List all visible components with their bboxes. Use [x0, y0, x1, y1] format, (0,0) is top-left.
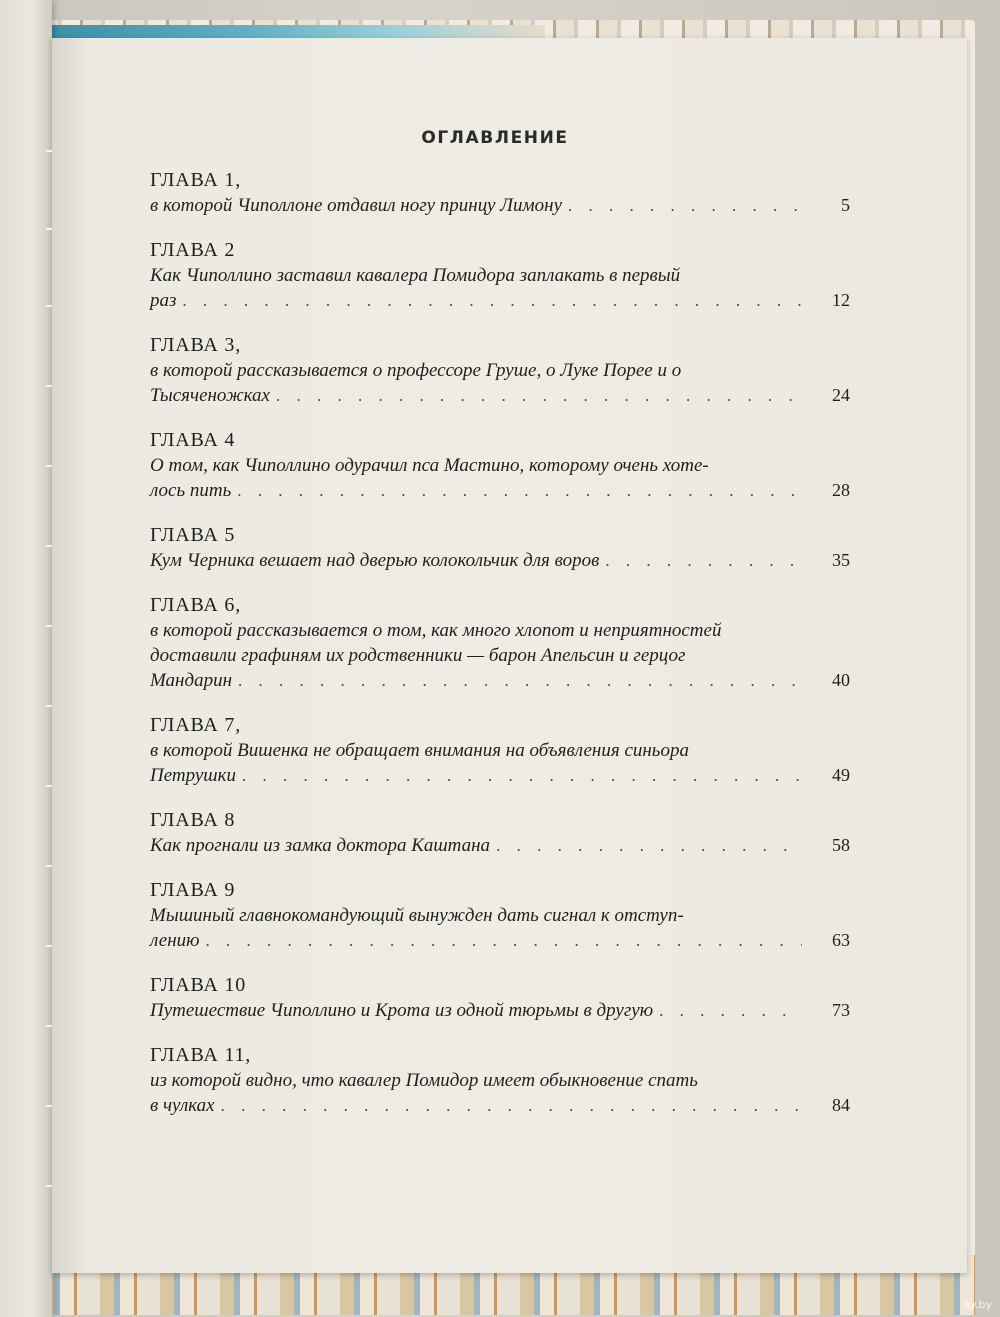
dot-leader — [182, 288, 802, 313]
toc-entry — [150, 593, 850, 693]
chapter-title-row — [150, 478, 850, 503]
dot-leader — [496, 833, 802, 858]
binding-stitch — [46, 1025, 52, 1027]
toc-entry — [150, 523, 850, 573]
dot-leader — [242, 763, 802, 788]
binding-stitch — [46, 1185, 52, 1187]
chapter-title-row — [150, 763, 850, 788]
chapter-title: лось пить — [150, 480, 232, 501]
binding-stitch — [46, 705, 52, 707]
chapter-title-row — [150, 833, 850, 858]
chapter-title-line: в которой Вишенка не обращает внимания на объявления синьора — [150, 740, 689, 761]
chapter-title-row — [150, 193, 850, 218]
dot-leader — [276, 383, 802, 408]
binding-stitch — [46, 625, 52, 627]
binding-stitch — [46, 1105, 52, 1107]
chapter-title-row — [150, 998, 850, 1023]
chapter-title-line: Мышиный главнокомандующий вынужден дать сигнал к отступ- — [150, 905, 684, 926]
chapter-title: раз — [150, 290, 177, 311]
toc-entry — [150, 713, 850, 788]
toc-entry — [150, 1043, 850, 1118]
binding-stitch — [46, 385, 52, 387]
chapter-label: ГЛАВА 8 — [150, 809, 236, 831]
dot-leader — [605, 548, 802, 573]
page-number: 63 — [832, 930, 850, 950]
toc-entry — [150, 878, 850, 953]
dot-leader — [221, 1093, 802, 1118]
page-number: 73 — [832, 1000, 850, 1020]
chapter-label: ГЛАВА 10 — [150, 974, 246, 996]
binding-stitch — [46, 150, 52, 152]
chapter-title-line: О том, как Чиполлино одурачил пса Мастино, которому очень хоте- — [150, 455, 709, 476]
chapter-title: в чулках — [150, 1095, 215, 1116]
page-number: 40 — [832, 670, 850, 690]
chapter-title: Петрушки — [150, 765, 237, 786]
chapter-label: ГЛАВА 7, — [150, 714, 241, 736]
page-number: 28 — [832, 480, 850, 500]
chapter-label: ГЛАВА 3, — [150, 334, 241, 356]
chapter-title: Мандарин — [150, 670, 233, 691]
chapter-title: лению — [150, 930, 200, 951]
chapter-title: Кум Черника вешает над дверью колокольчик для воров — [150, 550, 600, 571]
chapter-title-line: Как Чиполлино заставил кавалера Помидора заплакать в первый — [150, 265, 681, 286]
chapter-title-row — [150, 383, 850, 408]
page-number: 5 — [841, 195, 850, 215]
toc-entry — [150, 333, 850, 408]
binding-stitch — [46, 545, 52, 547]
dot-leader — [237, 478, 802, 503]
left-page-edge — [0, 0, 52, 1317]
toc-entry — [150, 428, 850, 503]
chapter-title-row — [150, 668, 850, 693]
toc-entry — [150, 238, 850, 313]
dot-leader — [206, 928, 802, 953]
chapter-title-row — [150, 288, 850, 313]
watermark: ay.by — [963, 1298, 992, 1311]
binding-stitch — [46, 228, 52, 230]
chapter-title: Тысяченожках — [150, 385, 270, 406]
chapter-label: ГЛАВА 9 — [150, 879, 236, 901]
chapter-title-row — [150, 1093, 850, 1118]
toc-entry — [150, 808, 850, 858]
dot-leader — [659, 998, 802, 1023]
chapter-label: ГЛАВА 1, — [150, 169, 241, 191]
page-number: 84 — [832, 1095, 850, 1115]
toc-heading: ОГЛАВЛЕНИЕ — [421, 128, 569, 148]
chapter-title: Путешествие Чиполлино и Крота из одной тюрьмы в другую — [150, 1000, 654, 1021]
toc-entry — [150, 168, 850, 218]
chapter-label: ГЛАВА 11, — [150, 1044, 252, 1066]
chapter-title-line: в которой рассказывается о профессоре Груше, о Луке Порее и о — [150, 360, 682, 381]
dot-leader — [238, 668, 802, 693]
page-number: 35 — [832, 550, 850, 570]
binding-stitch — [46, 465, 52, 467]
chapter-label: ГЛАВА 5 — [150, 524, 236, 546]
chapter-title: в которой Чиполлоне отдавил ногу принцу Лимону — [150, 195, 563, 216]
page-number: 12 — [832, 290, 850, 310]
chapter-title-line: из которой видно, что кавалер Помидор имеет обыкновение спать — [150, 1070, 698, 1091]
page-number: 49 — [832, 765, 850, 785]
binding-stitch — [46, 945, 52, 947]
chapter-label: ГЛАВА 2 — [150, 239, 236, 261]
chapter-title-line: в которой рассказывается о том, как много хлопот и неприятностей — [150, 620, 722, 641]
table-of-contents — [150, 168, 850, 1138]
binding-stitch — [46, 865, 52, 867]
chapter-title: Как прогнали из замка доктора Каштана — [150, 835, 491, 856]
page-number: 58 — [832, 835, 850, 855]
binding-stitch — [46, 305, 52, 307]
chapter-title-row — [150, 548, 850, 573]
binding-stitch — [46, 785, 52, 787]
chapter-label: ГЛАВА 6, — [150, 594, 241, 616]
page-number: 24 — [832, 385, 850, 405]
chapter-title-row — [150, 928, 850, 953]
chapter-label: ГЛАВА 4 — [150, 429, 236, 451]
dot-leader — [568, 193, 802, 218]
toc-entry — [150, 973, 850, 1023]
chapter-title-line: доставили графиням их родственники — барон Апельсин и герцог — [150, 645, 686, 666]
